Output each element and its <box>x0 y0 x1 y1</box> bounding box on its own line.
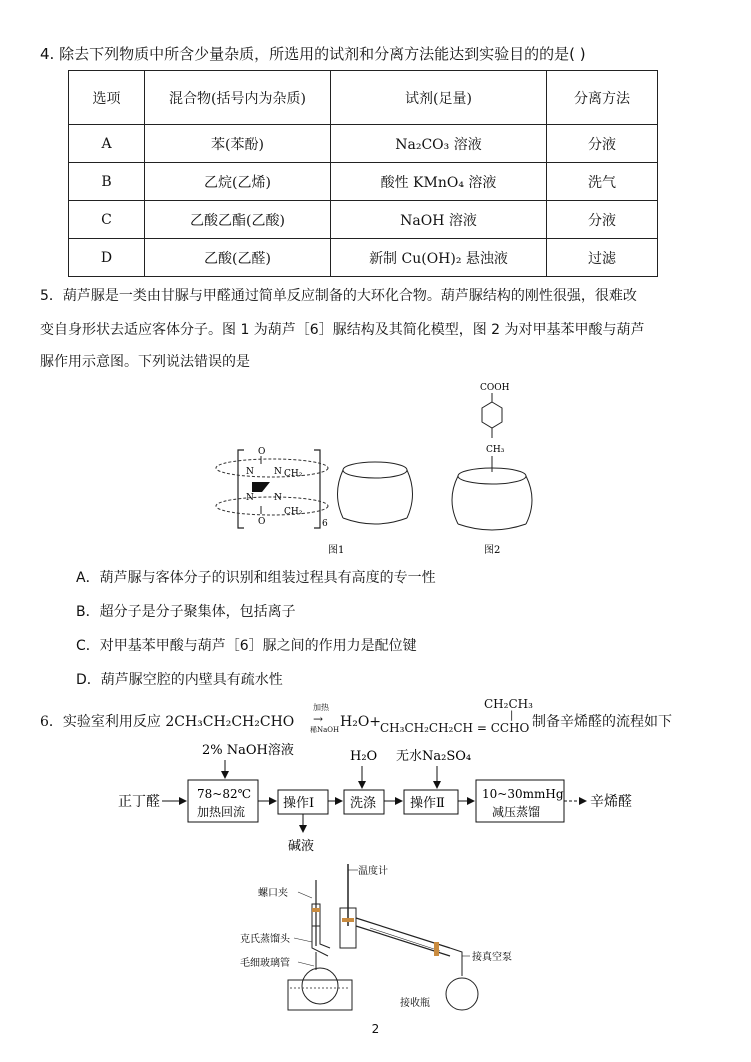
table-row <box>69 163 658 201</box>
q5-stem-line3: 脲作用示意图。下列说法错误的是 <box>40 354 250 370</box>
q5-option-a: A．葫芦脲与客体分子的识别和组装过程具有高度的专一性 <box>76 570 436 586</box>
atom-o-top: O <box>258 447 266 457</box>
table-cell: 分液 <box>547 125 658 163</box>
table-header: 选项 <box>69 71 145 125</box>
q5-option-b: B．超分子是分子聚集体，包括离子 <box>76 604 296 620</box>
table-cell: 洗气 <box>547 163 658 201</box>
ch2-top: CH₂ <box>284 469 303 479</box>
q5-figures <box>200 378 560 558</box>
flow-end: 辛烯醛 <box>590 794 632 810</box>
label-clamp: 螺口夹 <box>258 888 288 899</box>
q5-stem-line1: 5．葫芦脲是一类由甘脲与甲醛通过简单反应制备的大环化合物。葫芦脲结构的刚性很强，很难改 <box>40 288 637 304</box>
table-cell: 过滤 <box>547 239 658 277</box>
table-row <box>69 239 658 277</box>
label-receiver: 接收瓶 <box>400 998 430 1009</box>
q6-condition-bottom: 稀NaOH <box>310 726 340 734</box>
table-cell: 乙酸(乙醛) <box>145 239 331 277</box>
q6-flowchart <box>100 738 660 858</box>
q5-option-d: D．葫芦脲空腔的内壁具有疏水性 <box>76 672 283 688</box>
q6-stem-start: 6．实验室利用反应 2CH₃CH₂CH₂CHO <box>40 714 295 730</box>
table-cell: 酸性 KMnO₄ 溶液 <box>331 163 547 201</box>
guest-molecule <box>480 383 510 472</box>
table-header-row <box>69 71 658 125</box>
barrel-model-1 <box>338 462 413 524</box>
ch2-bottom: CH₂ <box>284 507 303 517</box>
cooh-label: COOH <box>480 383 510 393</box>
q6-product-water: H₂O+ <box>340 714 382 730</box>
ch3-label: CH₃ <box>486 445 505 455</box>
flow-box-wash-label: 洗涤 <box>350 796 377 811</box>
q4-stem: 4. 除去下列物质中所含少量杂质，所选用的试剂和分离方法能达到实验目的的是( ) <box>40 45 586 63</box>
q6-branch-bond: | <box>510 710 514 721</box>
page-number: 2 <box>371 1022 380 1036</box>
q6-product-branch: CH₂CH₃ <box>484 697 533 711</box>
atom-n4: N <box>274 493 282 503</box>
label-thermometer: 温度计 <box>358 866 388 877</box>
flow-box-reflux-line2: 加热回流 <box>197 805 246 819</box>
atom-o-bottom: O <box>258 517 266 527</box>
fig1-caption: 图1 <box>328 545 345 556</box>
table-cell: 苯(苯酚) <box>145 125 331 163</box>
table-row <box>69 125 658 163</box>
cucurbituril-structure <box>216 447 328 529</box>
label-vacuum-pump: 接真空泵 <box>472 952 512 963</box>
atom-n1: N <box>246 467 254 477</box>
q6-reaction-arrow: → <box>313 712 324 726</box>
q5-option-c: C．对甲基苯甲酸与葫芦［6］脲之间的作用力是配位键 <box>76 638 417 654</box>
table-cell: 乙烷(乙烯) <box>145 163 331 201</box>
table-header: 试剂(足量) <box>331 71 547 125</box>
q6-product-main: CH₃CH₂CH₂CH = CCHO <box>380 721 530 735</box>
table-cell: B <box>69 163 145 201</box>
flow-box-vacuum-line1: 10~30mmHg <box>482 787 564 801</box>
reagent-water: H₂O <box>350 749 378 764</box>
reagent-naoh: 2% NaOH溶液 <box>202 743 294 758</box>
barrel-model-2 <box>452 468 532 530</box>
q6-condition-top: 加热 <box>313 703 329 712</box>
flow-box-op2-label: 操作Ⅱ <box>410 796 445 811</box>
table-cell: 乙酸乙酯(乙酸) <box>145 201 331 239</box>
flow-box-reflux-line1: 78~82℃ <box>197 787 252 801</box>
q5-stem-line2: 变自身形状去适应客体分子。图 1 为葫芦［6］脲结构及其简化模型，图 2 为对甲基苯甲酸与葫芦 <box>40 322 645 338</box>
table-header: 混合物(括号内为杂质) <box>145 71 331 125</box>
flow-box-op1-label: 操作Ⅰ <box>283 796 315 811</box>
fig2-caption: 图2 <box>484 545 501 556</box>
table-row <box>69 201 658 239</box>
table-cell: 分液 <box>547 201 658 239</box>
flow-box-vacuum-line2: 减压蒸馏 <box>492 805 541 819</box>
repeat-count: 6 <box>322 519 328 529</box>
vacuum-distillation-apparatus <box>240 856 520 1016</box>
table-cell: NaOH 溶液 <box>331 201 547 239</box>
table-cell: D <box>69 239 145 277</box>
flow-start: 正丁醛 <box>118 794 160 810</box>
table-header: 分离方法 <box>547 71 658 125</box>
atom-n2: N <box>274 467 282 477</box>
flow-alkali: 碱液 <box>288 839 315 854</box>
atom-n3: N <box>246 493 254 503</box>
reagent-na2so4: 无水Na₂SO₄ <box>396 749 472 764</box>
label-capillary: 毛细玻璃管 <box>240 958 290 969</box>
table-cell: 新制 Cu(OH)₂ 悬浊液 <box>331 239 547 277</box>
table-cell: C <box>69 201 145 239</box>
table-cell: Na₂CO₃ 溶液 <box>331 125 547 163</box>
table-cell: A <box>69 125 145 163</box>
label-claisen-head: 克氏蒸馏头 <box>240 934 290 945</box>
q4-table <box>68 70 658 277</box>
q6-stem-end: 制备辛烯醛的流程如下 <box>532 714 672 730</box>
